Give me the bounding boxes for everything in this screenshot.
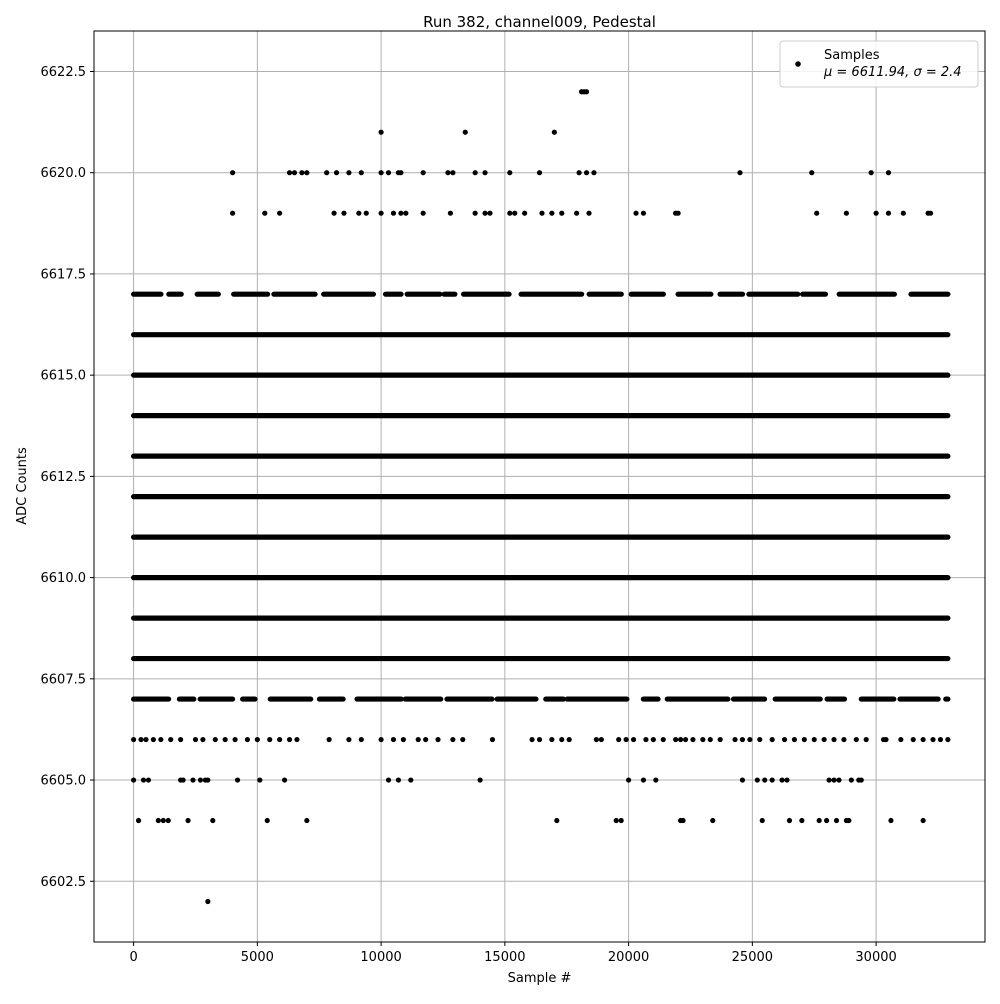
data-point <box>232 737 237 742</box>
data-point <box>193 737 198 742</box>
data-point <box>131 737 136 742</box>
data-point <box>841 737 846 742</box>
data-point <box>846 818 851 823</box>
data-point <box>631 737 636 742</box>
data-point <box>138 737 143 742</box>
data-point <box>299 170 304 175</box>
data-point <box>755 777 760 782</box>
data-point <box>854 737 859 742</box>
data-point <box>817 818 822 823</box>
data-point <box>156 818 161 823</box>
legend <box>780 41 978 87</box>
data-point <box>784 777 789 782</box>
x-tick-label: 20000 <box>607 950 650 965</box>
data-point <box>710 818 715 823</box>
data-point <box>886 211 891 216</box>
data-point <box>168 737 173 742</box>
data-point <box>512 211 517 216</box>
y-tick-label: 6620.0 <box>40 166 86 182</box>
data-point <box>190 777 195 782</box>
y-tick-label: 6615.0 <box>40 368 86 384</box>
x-tick-label: 25000 <box>731 950 774 965</box>
data-point <box>245 737 250 742</box>
y-tick-label: 6607.5 <box>40 672 86 688</box>
data-point <box>292 170 297 175</box>
data-point <box>287 737 292 742</box>
data-point <box>678 737 683 742</box>
data-point <box>359 737 364 742</box>
data-point <box>779 777 784 782</box>
data-point <box>423 737 428 742</box>
data-point <box>146 777 151 782</box>
data-point <box>398 211 403 216</box>
data-point <box>379 211 384 216</box>
data-point <box>537 737 542 742</box>
data-point <box>478 777 483 782</box>
y-tick-label: 6622.5 <box>40 64 86 80</box>
x-tick-label: 10000 <box>360 950 402 965</box>
x-tick-label: 30000 <box>855 950 897 965</box>
data-point <box>205 899 210 904</box>
data-point <box>507 170 512 175</box>
data-point <box>680 818 685 823</box>
data-point <box>482 170 487 175</box>
data-point <box>740 777 745 782</box>
data-point <box>473 211 478 216</box>
data-point <box>673 737 678 742</box>
data-point <box>161 818 166 823</box>
data-point <box>898 737 903 742</box>
data-point <box>223 737 228 742</box>
data-point <box>921 737 926 742</box>
data-point <box>599 737 604 742</box>
data-point <box>567 737 572 742</box>
data-point <box>267 737 272 742</box>
data-point <box>230 170 235 175</box>
data-point <box>181 777 186 782</box>
data-point <box>834 818 839 823</box>
data-point <box>826 777 831 782</box>
data-point <box>473 170 478 175</box>
data-point <box>574 211 579 216</box>
data-point <box>408 777 413 782</box>
data-point <box>869 170 874 175</box>
data-point <box>760 818 765 823</box>
data-point <box>708 737 713 742</box>
data-point <box>799 818 804 823</box>
data-point <box>346 737 351 742</box>
data-point <box>398 170 403 175</box>
x-tick-label: 15000 <box>484 950 526 965</box>
data-point <box>324 170 329 175</box>
data-point <box>643 737 648 742</box>
data-point <box>463 130 468 135</box>
data-point <box>386 170 391 175</box>
data-point <box>294 737 299 742</box>
y-tick-label: 6610.0 <box>40 571 86 587</box>
data-point <box>396 777 401 782</box>
data-point <box>747 737 752 742</box>
y-axis-label: ADC Counts <box>15 447 30 525</box>
data-point <box>641 211 646 216</box>
data-point <box>205 777 210 782</box>
data-point <box>178 737 183 742</box>
data-point <box>262 211 267 216</box>
data-point <box>539 211 544 216</box>
data-point <box>737 170 742 175</box>
data-point <box>554 818 559 823</box>
data-point <box>559 211 564 216</box>
data-point <box>507 211 512 216</box>
data-point <box>235 777 240 782</box>
x-axis-label: Sample # <box>507 971 572 986</box>
data-point <box>849 777 854 782</box>
data-point <box>792 737 797 742</box>
data-point <box>624 737 629 742</box>
y-tick-label: 6605.0 <box>40 773 86 789</box>
legend-stats: μ = 6611.94, σ = 2.4 <box>824 65 962 80</box>
data-point <box>938 737 943 742</box>
data-point <box>403 211 408 216</box>
data-point <box>732 737 737 742</box>
data-point <box>346 170 351 175</box>
data-point <box>831 777 836 782</box>
chart-title: Run 382, channel009, Pedestal <box>423 13 656 31</box>
legend-label: Samples <box>824 48 880 63</box>
data-point <box>757 737 762 742</box>
data-point <box>552 130 557 135</box>
data-point <box>327 737 332 742</box>
data-point <box>626 777 631 782</box>
data-point <box>210 818 215 823</box>
data-point <box>391 211 396 216</box>
data-point <box>831 737 836 742</box>
data-point <box>141 777 146 782</box>
data-point <box>559 737 564 742</box>
data-point <box>594 737 599 742</box>
data-point <box>386 777 391 782</box>
data-point <box>166 818 171 823</box>
data-point <box>445 170 450 175</box>
data-point <box>359 170 364 175</box>
data-point <box>718 737 723 742</box>
data-point <box>901 211 906 216</box>
data-point <box>265 818 270 823</box>
data-point <box>257 777 262 782</box>
data-point <box>356 211 361 216</box>
data-point <box>255 737 260 742</box>
data-point <box>185 818 190 823</box>
data-point <box>633 211 638 216</box>
data-point <box>529 737 534 742</box>
data-point <box>911 737 916 742</box>
data-point <box>802 737 807 742</box>
data-point <box>591 170 596 175</box>
data-point <box>864 737 869 742</box>
data-point <box>277 211 282 216</box>
data-point <box>814 211 819 216</box>
data-point <box>304 170 309 175</box>
data-point <box>537 170 542 175</box>
data-point <box>577 170 582 175</box>
data-point <box>859 777 864 782</box>
data-point <box>921 818 926 823</box>
data-point <box>450 737 455 742</box>
data-point <box>762 777 767 782</box>
data-point <box>584 89 589 94</box>
data-point <box>198 777 203 782</box>
data-point <box>151 737 156 742</box>
data-point <box>435 737 440 742</box>
data-point <box>690 737 695 742</box>
data-point <box>450 170 455 175</box>
data-point <box>824 818 829 823</box>
data-point <box>683 737 688 742</box>
data-point <box>364 211 369 216</box>
data-point <box>277 737 282 742</box>
data-point <box>782 737 787 742</box>
data-point <box>460 737 465 742</box>
data-point <box>586 211 591 216</box>
x-tick-label: 5000 <box>240 950 274 965</box>
y-tick-label: 6602.5 <box>40 874 86 890</box>
data-point <box>836 777 841 782</box>
data-point <box>421 211 426 216</box>
data-point <box>770 737 775 742</box>
data-point <box>136 818 141 823</box>
data-point <box>230 211 235 216</box>
data-point <box>482 211 487 216</box>
data-point <box>616 737 621 742</box>
data-point <box>379 170 384 175</box>
data-point <box>421 170 426 175</box>
data-point <box>787 818 792 823</box>
data-point <box>584 170 589 175</box>
data-point <box>143 737 148 742</box>
data-point <box>522 211 527 216</box>
x-tick-label: 0 <box>129 950 138 965</box>
data-point <box>549 737 554 742</box>
data-point <box>676 211 681 216</box>
data-point <box>809 170 814 175</box>
data-point <box>812 737 817 742</box>
data-point <box>888 818 893 823</box>
data-point <box>213 737 218 742</box>
data-point <box>619 818 624 823</box>
data-point <box>304 818 309 823</box>
data-point <box>886 170 891 175</box>
data-point <box>641 777 646 782</box>
data-point <box>200 737 205 742</box>
data-point <box>614 818 619 823</box>
data-point <box>401 737 406 742</box>
data-point <box>883 737 888 742</box>
data-point <box>490 737 495 742</box>
legend-marker <box>795 61 801 67</box>
data-point <box>416 737 421 742</box>
data-point <box>282 777 287 782</box>
data-point <box>341 211 346 216</box>
data-point <box>945 737 950 742</box>
data-point <box>549 211 554 216</box>
data-point <box>930 737 935 742</box>
data-point <box>661 737 666 742</box>
data-point <box>391 737 396 742</box>
data-point <box>740 737 745 742</box>
data-point <box>448 211 453 216</box>
data-point <box>822 737 827 742</box>
data-point <box>334 170 339 175</box>
data-point <box>287 170 292 175</box>
data-point <box>487 211 492 216</box>
data-point <box>651 737 656 742</box>
data-point <box>158 737 163 742</box>
data-point <box>653 777 658 782</box>
data-point <box>131 777 136 782</box>
data-point <box>770 777 775 782</box>
data-point <box>700 737 705 742</box>
data-point <box>874 211 879 216</box>
data-point <box>379 737 384 742</box>
data-point <box>844 211 849 216</box>
data-point <box>331 211 336 216</box>
y-tick-label: 6617.5 <box>40 267 86 283</box>
y-tick-label: 6612.5 <box>40 469 86 485</box>
data-point <box>379 130 384 135</box>
data-point <box>928 211 933 216</box>
